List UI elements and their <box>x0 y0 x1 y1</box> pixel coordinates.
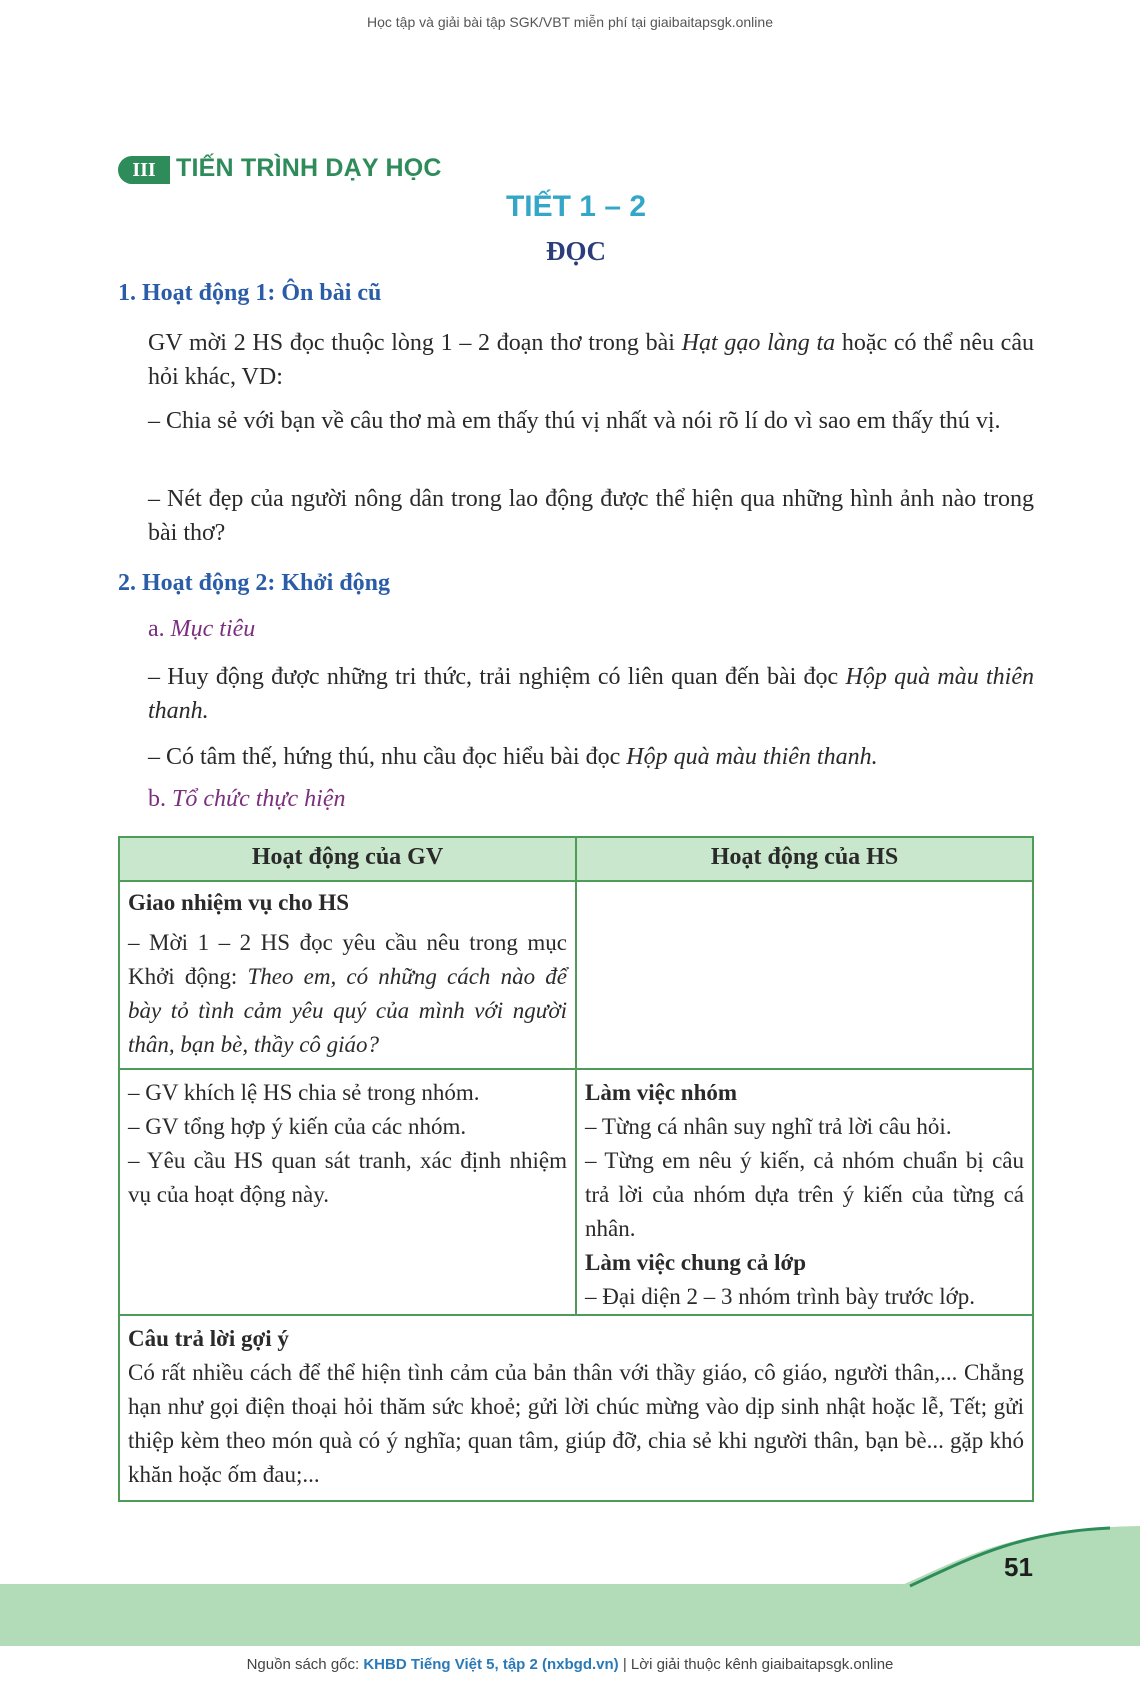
activity-table <box>118 836 1034 1502</box>
row1-hs-cell <box>576 881 1033 1069</box>
lesson-title: TIẾT 1 – 2 <box>505 190 647 223</box>
row2-gv-cell <box>119 1069 576 1315</box>
class-work-line1: – Đại diện 2 – 3 nhóm trình bày trước lớp. <box>585 1284 976 1309</box>
row1-heading: Giao nhiệm vụ cho HS <box>128 890 350 915</box>
answer-cell <box>119 1315 1033 1501</box>
section-number-badge: III <box>118 156 170 184</box>
row2-gv-line3: – Yêu cầu HS quan sát tranh, xác định nhiệm vụ của hoạt động này. <box>128 1148 567 1207</box>
table-row <box>119 1069 1033 1315</box>
group-work-heading: Làm việc nhóm <box>585 1080 738 1105</box>
goal-item1: – Huy động được những tri thức, trải nghiệm có liên quan đến bài đọc Hộp quà màu thiên thanh. <box>148 664 1035 724</box>
column-header-gv: Hoạt động của GV <box>119 837 576 881</box>
row2-gv-line1: – GV khích lệ HS chia sẻ trong nhóm. <box>128 1080 480 1105</box>
activity1-question2: – Nét đẹp của người nông dân trong lao động được thể hiện qua những hình ảnh nào trong bài thơ? <box>148 486 1034 546</box>
section-title: TIẾN TRÌNH DẠY HỌC <box>176 154 442 182</box>
column-header-hs: Hoạt động của HS <box>576 837 1033 881</box>
goal-item2: – Có tâm thế, hứng thú, nhu cầu đọc hiểu bài đọc Hộp quà màu thiên thanh. <box>148 744 878 770</box>
class-work-heading: Làm việc chung cả lớp <box>585 1250 807 1275</box>
page-number: 51 <box>1004 1552 1033 1582</box>
group-work-line1: – Từng cá nhân suy nghĩ trả lời câu hỏi. <box>585 1114 952 1139</box>
reading-title: ĐỌC <box>546 236 606 266</box>
footer-band <box>0 1584 1140 1646</box>
answer-text: Có rất nhiều cách để thể hiện tình cảm của bản thân với thầy giáo, cô giáo, người thân,... Chẳng hạn như gọi điện thoại hỏi thăm sức khoẻ; gửi lời chúc mừng vào dịp sinh nhật hoặc lễ, Tết; gửi thiệp kèm theo món quà có ý nghĩa; quan tâm, giúp đỡ, chia sẻ khi người thân, bạn bè... gặp khó khăn hoặc ốm đau;... <box>128 1360 1024 1487</box>
row1-text: – Mời 1 – 2 HS đọc yêu cầu nêu trong mục Khởi động: Theo em, có những cách nào để bày tỏ tình cảm yêu quý của mình với người thân, bạn bè, thầy cô giáo? <box>128 930 567 1057</box>
table-row <box>119 1315 1033 1501</box>
table-row <box>119 881 1033 1069</box>
organize-subheading: b. Tổ chức thực hiện <box>148 786 346 812</box>
activity1-heading: 1. Hoạt động 1: Ôn bài cũ <box>118 280 382 306</box>
top-note: Học tập và giải bài tập SGK/VBT miễn phí tại giaibaitapsgk.online <box>367 14 773 30</box>
row1-gv-cell <box>119 881 576 1069</box>
bottom-note: Nguồn sách gốc: KHBD Tiếng Việt 5, tập 2 (nxbgd.vn) | Lời giải thuộc kênh giaibaitapsgk.online <box>246 1656 894 1673</box>
activity2-heading: 2. Hoạt động 2: Khởi động <box>118 570 391 596</box>
row2-gv-line2: – GV tổng hợp ý kiến của các nhóm. <box>128 1114 467 1139</box>
row2-hs-cell <box>576 1069 1033 1315</box>
answer-heading: Câu trả lời gợi ý <box>128 1326 289 1351</box>
activity1-paragraph1: GV mời 2 HS đọc thuộc lòng 1 – 2 đoạn thơ trong bài Hạt gạo làng ta hoặc có thể nêu câu hỏi khác, VD: <box>148 330 1034 390</box>
activity1-question1: – Chia sẻ với bạn về câu thơ mà em thấy thú vị nhất và nói rõ lí do vì sao em thấy thú vị. <box>148 408 1001 434</box>
group-work-line2: – Từng em nêu ý kiến, cả nhóm chuẩn bị câu trả lời của nhóm dựa trên ý kiến của từng cá nhân. <box>585 1148 1024 1241</box>
goal-subheading: a. Mục tiêu <box>148 616 256 642</box>
